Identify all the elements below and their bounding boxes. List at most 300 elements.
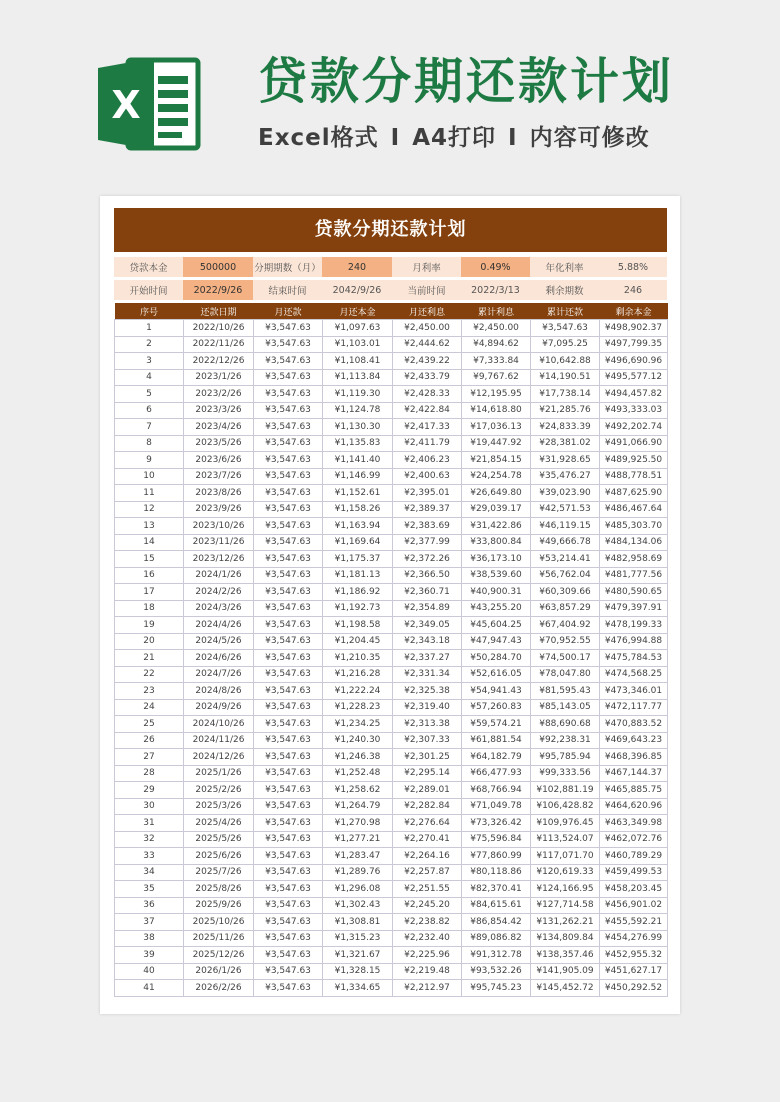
table-cell[interactable]: ¥70,952.55: [531, 633, 600, 650]
table-cell[interactable]: ¥3,547.63: [254, 518, 323, 535]
table-cell[interactable]: 18: [115, 600, 184, 617]
table-cell[interactable]: ¥3,547.63: [254, 584, 323, 601]
table-cell[interactable]: ¥3,547.63: [254, 320, 323, 337]
table-cell[interactable]: 2024/2/26: [184, 584, 254, 601]
table-cell[interactable]: ¥59,574.21: [462, 716, 531, 733]
table-cell[interactable]: ¥50,284.70: [462, 650, 531, 667]
table-cell[interactable]: ¥474,568.25: [600, 666, 668, 683]
table-cell[interactable]: ¥488,778.51: [600, 468, 668, 485]
table-cell[interactable]: 11: [115, 485, 184, 502]
table-cell[interactable]: 16: [115, 567, 184, 584]
table-cell[interactable]: 41: [115, 980, 184, 997]
table-cell[interactable]: ¥57,260.83: [462, 699, 531, 716]
table-cell[interactable]: ¥113,524.07: [531, 831, 600, 848]
table-cell[interactable]: ¥24,833.39: [531, 419, 600, 436]
table-cell[interactable]: ¥1,141.40: [323, 452, 393, 469]
table-cell[interactable]: ¥3,547.63: [254, 419, 323, 436]
table-cell[interactable]: ¥3,547.63: [254, 815, 323, 832]
table-cell[interactable]: ¥485,303.70: [600, 518, 668, 535]
table-cell[interactable]: ¥28,381.02: [531, 435, 600, 452]
table-cell[interactable]: ¥1,175.37: [323, 551, 393, 568]
table-cell[interactable]: 40: [115, 963, 184, 980]
table-cell[interactable]: ¥64,182.79: [462, 749, 531, 766]
table-cell[interactable]: ¥3,547.63: [254, 633, 323, 650]
table-cell[interactable]: ¥2,238.82: [393, 914, 462, 931]
table-cell[interactable]: ¥91,312.78: [462, 947, 531, 964]
table-cell[interactable]: ¥3,547.63: [254, 930, 323, 947]
table-cell[interactable]: ¥1,097.63: [323, 320, 393, 337]
table-cell[interactable]: ¥14,618.80: [462, 402, 531, 419]
table-cell[interactable]: 2024/7/26: [184, 666, 254, 683]
table-cell[interactable]: 25: [115, 716, 184, 733]
table-cell[interactable]: ¥3,547.63: [254, 435, 323, 452]
table-cell[interactable]: ¥82,370.41: [462, 881, 531, 898]
table-cell[interactable]: ¥2,232.40: [393, 930, 462, 947]
table-cell[interactable]: 19: [115, 617, 184, 634]
table-cell[interactable]: 2024/6/26: [184, 650, 254, 667]
table-cell[interactable]: ¥2,313.38: [393, 716, 462, 733]
table-cell[interactable]: ¥2,366.50: [393, 567, 462, 584]
table-cell[interactable]: ¥1,277.21: [323, 831, 393, 848]
table-cell[interactable]: ¥464,620.96: [600, 798, 668, 815]
table-cell[interactable]: ¥1,130.30: [323, 419, 393, 436]
table-cell[interactable]: ¥462,072.76: [600, 831, 668, 848]
table-cell[interactable]: ¥3,547.63: [254, 897, 323, 914]
table-cell[interactable]: ¥2,395.01: [393, 485, 462, 502]
table-cell[interactable]: ¥102,881.19: [531, 782, 600, 799]
table-cell[interactable]: ¥475,784.53: [600, 650, 668, 667]
table-cell[interactable]: ¥1,308.81: [323, 914, 393, 931]
table-cell[interactable]: ¥1,152.61: [323, 485, 393, 502]
table-cell[interactable]: 2024/12/26: [184, 749, 254, 766]
table-cell[interactable]: 2022/12/26: [184, 353, 254, 370]
table-cell[interactable]: ¥54,941.43: [462, 683, 531, 700]
summary-value[interactable]: 0.49%: [461, 255, 530, 279]
table-cell[interactable]: ¥29,039.17: [462, 501, 531, 518]
table-cell[interactable]: ¥3,547.63: [254, 468, 323, 485]
summary-value[interactable]: 2022/3/13: [461, 279, 530, 302]
table-cell[interactable]: ¥81,595.43: [531, 683, 600, 700]
table-cell[interactable]: ¥487,625.90: [600, 485, 668, 502]
table-cell[interactable]: ¥469,643.23: [600, 732, 668, 749]
table-cell[interactable]: ¥26,649.80: [462, 485, 531, 502]
table-cell[interactable]: ¥472,117.77: [600, 699, 668, 716]
table-cell[interactable]: ¥3,547.63: [254, 617, 323, 634]
table-cell[interactable]: 2024/3/26: [184, 600, 254, 617]
table-cell[interactable]: 31: [115, 815, 184, 832]
table-cell[interactable]: ¥1,321.67: [323, 947, 393, 964]
table-cell[interactable]: ¥145,452.72: [531, 980, 600, 997]
table-cell[interactable]: ¥2,400.63: [393, 468, 462, 485]
table-cell[interactable]: 13: [115, 518, 184, 535]
table-cell[interactable]: ¥479,397.91: [600, 600, 668, 617]
table-cell[interactable]: 2025/2/26: [184, 782, 254, 799]
table-cell[interactable]: ¥31,422.86: [462, 518, 531, 535]
table-cell[interactable]: ¥21,854.15: [462, 452, 531, 469]
table-cell[interactable]: ¥481,777.56: [600, 567, 668, 584]
table-cell[interactable]: 2023/10/26: [184, 518, 254, 535]
table-cell[interactable]: ¥3,547.63: [254, 683, 323, 700]
table-cell[interactable]: ¥1,198.58: [323, 617, 393, 634]
table-cell[interactable]: ¥36,173.10: [462, 551, 531, 568]
table-cell[interactable]: ¥1,264.79: [323, 798, 393, 815]
table-cell[interactable]: ¥2,319.40: [393, 699, 462, 716]
table-cell[interactable]: 33: [115, 848, 184, 865]
table-cell[interactable]: 17: [115, 584, 184, 601]
table-cell[interactable]: ¥3,547.63: [254, 485, 323, 502]
table-cell[interactable]: 4: [115, 369, 184, 386]
table-cell[interactable]: ¥56,762.04: [531, 567, 600, 584]
table-cell[interactable]: ¥2,444.62: [393, 336, 462, 353]
table-cell[interactable]: ¥3,547.63: [254, 369, 323, 386]
table-cell[interactable]: 6: [115, 402, 184, 419]
table-cell[interactable]: ¥456,901.02: [600, 897, 668, 914]
table-cell[interactable]: ¥74,500.17: [531, 650, 600, 667]
table-cell[interactable]: ¥458,203.45: [600, 881, 668, 898]
table-cell[interactable]: ¥7,333.84: [462, 353, 531, 370]
table-cell[interactable]: 15: [115, 551, 184, 568]
table-cell[interactable]: ¥1,119.30: [323, 386, 393, 403]
table-cell[interactable]: ¥52,616.05: [462, 666, 531, 683]
table-cell[interactable]: 10: [115, 468, 184, 485]
table-cell[interactable]: 2023/3/26: [184, 402, 254, 419]
table-cell[interactable]: ¥2,331.34: [393, 666, 462, 683]
table-cell[interactable]: ¥99,333.56: [531, 765, 600, 782]
table-cell[interactable]: ¥31,928.65: [531, 452, 600, 469]
table-cell[interactable]: ¥1,163.94: [323, 518, 393, 535]
table-cell[interactable]: ¥2,389.37: [393, 501, 462, 518]
table-cell[interactable]: ¥42,571.53: [531, 501, 600, 518]
table-cell[interactable]: ¥2,349.05: [393, 617, 462, 634]
table-cell[interactable]: 5: [115, 386, 184, 403]
table-cell[interactable]: ¥3,547.63: [254, 353, 323, 370]
table-cell[interactable]: 2022/10/26: [184, 320, 254, 337]
table-cell[interactable]: ¥491,066.90: [600, 435, 668, 452]
table-cell[interactable]: ¥3,547.63: [254, 864, 323, 881]
table-cell[interactable]: ¥3,547.63: [254, 402, 323, 419]
table-cell[interactable]: ¥85,143.05: [531, 699, 600, 716]
table-cell[interactable]: ¥2,360.71: [393, 584, 462, 601]
table-cell[interactable]: ¥1,270.98: [323, 815, 393, 832]
table-cell[interactable]: ¥141,905.09: [531, 963, 600, 980]
table-cell[interactable]: ¥3,547.63: [254, 798, 323, 815]
table-cell[interactable]: ¥47,947.43: [462, 633, 531, 650]
table-cell[interactable]: ¥3,547.63: [254, 782, 323, 799]
table-cell[interactable]: ¥484,134.06: [600, 534, 668, 551]
table-cell[interactable]: ¥468,396.85: [600, 749, 668, 766]
table-cell[interactable]: ¥489,925.50: [600, 452, 668, 469]
table-cell[interactable]: ¥2,383.69: [393, 518, 462, 535]
table-cell[interactable]: ¥493,333.03: [600, 402, 668, 419]
table-cell[interactable]: ¥2,406.23: [393, 452, 462, 469]
table-cell[interactable]: ¥3,547.63: [254, 963, 323, 980]
table-cell[interactable]: 2023/7/26: [184, 468, 254, 485]
table-cell[interactable]: ¥80,118.86: [462, 864, 531, 881]
table-cell[interactable]: ¥24,254.78: [462, 468, 531, 485]
table-cell[interactable]: ¥1,158.26: [323, 501, 393, 518]
table-cell[interactable]: 2025/9/26: [184, 897, 254, 914]
table-cell[interactable]: ¥478,199.33: [600, 617, 668, 634]
table-cell[interactable]: 2024/11/26: [184, 732, 254, 749]
table-cell[interactable]: ¥71,049.78: [462, 798, 531, 815]
table-cell[interactable]: ¥1,240.30: [323, 732, 393, 749]
table-cell[interactable]: 2023/2/26: [184, 386, 254, 403]
table-cell[interactable]: ¥3,547.63: [254, 336, 323, 353]
table-cell[interactable]: 2024/4/26: [184, 617, 254, 634]
table-cell[interactable]: ¥450,292.52: [600, 980, 668, 997]
table-cell[interactable]: ¥2,282.84: [393, 798, 462, 815]
table-cell[interactable]: ¥45,604.25: [462, 617, 531, 634]
table-cell[interactable]: ¥476,994.88: [600, 633, 668, 650]
table-cell[interactable]: ¥61,881.54: [462, 732, 531, 749]
table-cell[interactable]: ¥60,309.66: [531, 584, 600, 601]
table-cell[interactable]: ¥124,166.95: [531, 881, 600, 898]
table-cell[interactable]: ¥2,245.20: [393, 897, 462, 914]
table-cell[interactable]: ¥39,023.90: [531, 485, 600, 502]
table-cell[interactable]: ¥68,766.94: [462, 782, 531, 799]
table-cell[interactable]: ¥2,337.27: [393, 650, 462, 667]
table-cell[interactable]: ¥2,295.14: [393, 765, 462, 782]
table-cell[interactable]: 2: [115, 336, 184, 353]
table-cell[interactable]: ¥63,857.29: [531, 600, 600, 617]
table-cell[interactable]: ¥1,222.24: [323, 683, 393, 700]
table-cell[interactable]: ¥1,169.64: [323, 534, 393, 551]
table-cell[interactable]: 2025/11/26: [184, 930, 254, 947]
table-cell[interactable]: ¥77,860.99: [462, 848, 531, 865]
table-cell[interactable]: ¥1,296.08: [323, 881, 393, 898]
table-cell[interactable]: 36: [115, 897, 184, 914]
table-cell[interactable]: ¥497,799.35: [600, 336, 668, 353]
table-cell[interactable]: ¥1,135.83: [323, 435, 393, 452]
table-cell[interactable]: ¥2,325.38: [393, 683, 462, 700]
table-cell[interactable]: ¥1,146.99: [323, 468, 393, 485]
table-cell[interactable]: 2022/11/26: [184, 336, 254, 353]
table-cell[interactable]: ¥92,238.31: [531, 732, 600, 749]
table-cell[interactable]: ¥95,785.94: [531, 749, 600, 766]
table-cell[interactable]: ¥17,738.14: [531, 386, 600, 403]
table-cell[interactable]: ¥43,255.20: [462, 600, 531, 617]
table-cell[interactable]: ¥3,547.63: [254, 534, 323, 551]
table-cell[interactable]: ¥2,270.41: [393, 831, 462, 848]
table-cell[interactable]: ¥455,592.21: [600, 914, 668, 931]
table-cell[interactable]: ¥3,547.63: [254, 600, 323, 617]
table-cell[interactable]: ¥459,499.53: [600, 864, 668, 881]
table-cell[interactable]: ¥3,547.63: [254, 765, 323, 782]
table-cell[interactable]: ¥3,547.63: [254, 831, 323, 848]
table-cell[interactable]: 2024/9/26: [184, 699, 254, 716]
summary-value[interactable]: 500000: [183, 255, 253, 279]
table-cell[interactable]: ¥2,225.96: [393, 947, 462, 964]
table-cell[interactable]: ¥131,262.21: [531, 914, 600, 931]
table-cell[interactable]: ¥106,428.82: [531, 798, 600, 815]
table-cell[interactable]: ¥53,214.41: [531, 551, 600, 568]
summary-value[interactable]: 2022/9/26: [183, 279, 253, 302]
table-cell[interactable]: 2025/12/26: [184, 947, 254, 964]
table-cell[interactable]: ¥1,234.25: [323, 716, 393, 733]
table-cell[interactable]: ¥1,113.84: [323, 369, 393, 386]
table-cell[interactable]: 2023/4/26: [184, 419, 254, 436]
table-cell[interactable]: ¥1,302.43: [323, 897, 393, 914]
table-cell[interactable]: ¥2,251.55: [393, 881, 462, 898]
table-cell[interactable]: ¥2,377.99: [393, 534, 462, 551]
table-cell[interactable]: 20: [115, 633, 184, 650]
table-cell[interactable]: 2025/8/26: [184, 881, 254, 898]
table-cell[interactable]: 2023/12/26: [184, 551, 254, 568]
table-cell[interactable]: ¥2,411.79: [393, 435, 462, 452]
table-cell[interactable]: ¥35,476.27: [531, 468, 600, 485]
table-cell[interactable]: 2025/10/26: [184, 914, 254, 931]
table-cell[interactable]: ¥465,885.75: [600, 782, 668, 799]
table-cell[interactable]: 2025/1/26: [184, 765, 254, 782]
table-cell[interactable]: ¥2,428.33: [393, 386, 462, 403]
table-cell[interactable]: ¥2,417.33: [393, 419, 462, 436]
table-cell[interactable]: 32: [115, 831, 184, 848]
table-cell[interactable]: ¥14,190.51: [531, 369, 600, 386]
table-cell[interactable]: 23: [115, 683, 184, 700]
table-cell[interactable]: ¥1,124.78: [323, 402, 393, 419]
table-cell[interactable]: 9: [115, 452, 184, 469]
table-cell[interactable]: ¥1,186.92: [323, 584, 393, 601]
table-cell[interactable]: 2023/11/26: [184, 534, 254, 551]
table-cell[interactable]: 2025/7/26: [184, 864, 254, 881]
table-cell[interactable]: ¥473,346.01: [600, 683, 668, 700]
table-cell[interactable]: 24: [115, 699, 184, 716]
summary-value[interactable]: 2042/9/26: [322, 279, 392, 302]
table-cell[interactable]: ¥17,036.13: [462, 419, 531, 436]
table-cell[interactable]: ¥2,343.18: [393, 633, 462, 650]
table-cell[interactable]: ¥1,192.73: [323, 600, 393, 617]
summary-value[interactable]: 5.88%: [599, 255, 667, 279]
table-cell[interactable]: 26: [115, 732, 184, 749]
table-cell[interactable]: ¥3,547.63: [531, 320, 600, 337]
table-cell[interactable]: ¥480,590.65: [600, 584, 668, 601]
table-cell[interactable]: 2026/1/26: [184, 963, 254, 980]
table-cell[interactable]: ¥89,086.82: [462, 930, 531, 947]
table-cell[interactable]: 2024/5/26: [184, 633, 254, 650]
table-cell[interactable]: 27: [115, 749, 184, 766]
summary-value[interactable]: 240: [322, 255, 392, 279]
table-cell[interactable]: ¥3,547.63: [254, 749, 323, 766]
table-cell[interactable]: 3: [115, 353, 184, 370]
table-cell[interactable]: ¥3,547.63: [254, 848, 323, 865]
table-cell[interactable]: ¥38,539.60: [462, 567, 531, 584]
table-cell[interactable]: ¥482,958.69: [600, 551, 668, 568]
summary-value[interactable]: 246: [599, 279, 667, 302]
table-cell[interactable]: 2023/6/26: [184, 452, 254, 469]
table-cell[interactable]: ¥1,216.28: [323, 666, 393, 683]
table-cell[interactable]: ¥2,276.64: [393, 815, 462, 832]
table-cell[interactable]: 2025/6/26: [184, 848, 254, 865]
table-cell[interactable]: 2024/8/26: [184, 683, 254, 700]
table-cell[interactable]: ¥3,547.63: [254, 666, 323, 683]
table-cell[interactable]: ¥33,800.84: [462, 534, 531, 551]
table-cell[interactable]: ¥2,289.01: [393, 782, 462, 799]
table-cell[interactable]: 1: [115, 320, 184, 337]
table-cell[interactable]: ¥492,202.74: [600, 419, 668, 436]
table-cell[interactable]: ¥3,547.63: [254, 716, 323, 733]
table-cell[interactable]: ¥3,547.63: [254, 386, 323, 403]
table-cell[interactable]: ¥127,714.58: [531, 897, 600, 914]
table-cell[interactable]: ¥460,789.29: [600, 848, 668, 865]
table-cell[interactable]: ¥78,047.80: [531, 666, 600, 683]
table-cell[interactable]: 2023/9/26: [184, 501, 254, 518]
table-cell[interactable]: ¥1,258.62: [323, 782, 393, 799]
table-cell[interactable]: ¥75,596.84: [462, 831, 531, 848]
table-cell[interactable]: ¥2,212.97: [393, 980, 462, 997]
table-cell[interactable]: ¥1,328.15: [323, 963, 393, 980]
table-cell[interactable]: 2025/4/26: [184, 815, 254, 832]
table-cell[interactable]: 2023/8/26: [184, 485, 254, 502]
table-cell[interactable]: ¥84,615.61: [462, 897, 531, 914]
table-cell[interactable]: ¥1,210.35: [323, 650, 393, 667]
table-cell[interactable]: 21: [115, 650, 184, 667]
table-cell[interactable]: ¥1,246.38: [323, 749, 393, 766]
table-cell[interactable]: ¥3,547.63: [254, 914, 323, 931]
table-cell[interactable]: ¥1,315.23: [323, 930, 393, 947]
table-cell[interactable]: 2026/2/26: [184, 980, 254, 997]
table-cell[interactable]: 35: [115, 881, 184, 898]
table-cell[interactable]: ¥1,103.01: [323, 336, 393, 353]
table-cell[interactable]: 39: [115, 947, 184, 964]
table-cell[interactable]: ¥4,894.62: [462, 336, 531, 353]
table-cell[interactable]: 37: [115, 914, 184, 931]
table-cell[interactable]: ¥49,666.78: [531, 534, 600, 551]
table-cell[interactable]: ¥2,439.22: [393, 353, 462, 370]
table-cell[interactable]: ¥120,619.33: [531, 864, 600, 881]
table-cell[interactable]: ¥3,547.63: [254, 732, 323, 749]
table-cell[interactable]: ¥73,326.42: [462, 815, 531, 832]
table-cell[interactable]: ¥19,447.92: [462, 435, 531, 452]
table-cell[interactable]: ¥1,252.48: [323, 765, 393, 782]
table-cell[interactable]: ¥86,854.42: [462, 914, 531, 931]
table-cell[interactable]: 2024/10/26: [184, 716, 254, 733]
table-cell[interactable]: ¥2,264.16: [393, 848, 462, 865]
table-cell[interactable]: ¥494,457.82: [600, 386, 668, 403]
table-cell[interactable]: 2025/3/26: [184, 798, 254, 815]
table-cell[interactable]: ¥1,108.41: [323, 353, 393, 370]
table-cell[interactable]: ¥496,690.96: [600, 353, 668, 370]
table-cell[interactable]: ¥7,095.25: [531, 336, 600, 353]
table-cell[interactable]: ¥2,257.87: [393, 864, 462, 881]
table-cell[interactable]: ¥3,547.63: [254, 881, 323, 898]
table-cell[interactable]: ¥2,450.00: [393, 320, 462, 337]
table-cell[interactable]: ¥40,900.31: [462, 584, 531, 601]
table-cell[interactable]: ¥3,547.63: [254, 452, 323, 469]
table-cell[interactable]: 8: [115, 435, 184, 452]
table-cell[interactable]: 12: [115, 501, 184, 518]
table-cell[interactable]: ¥1,289.76: [323, 864, 393, 881]
table-cell[interactable]: ¥498,902.37: [600, 320, 668, 337]
table-cell[interactable]: ¥2,219.48: [393, 963, 462, 980]
table-cell[interactable]: 2023/5/26: [184, 435, 254, 452]
table-cell[interactable]: ¥495,577.12: [600, 369, 668, 386]
table-cell[interactable]: ¥12,195.95: [462, 386, 531, 403]
table-cell[interactable]: 34: [115, 864, 184, 881]
table-cell[interactable]: ¥467,144.37: [600, 765, 668, 782]
table-cell[interactable]: ¥93,532.26: [462, 963, 531, 980]
table-cell[interactable]: ¥21,285.76: [531, 402, 600, 419]
table-cell[interactable]: 2023/1/26: [184, 369, 254, 386]
table-cell[interactable]: ¥451,627.17: [600, 963, 668, 980]
table-cell[interactable]: ¥1,283.47: [323, 848, 393, 865]
table-cell[interactable]: 2025/5/26: [184, 831, 254, 848]
table-cell[interactable]: ¥2,372.26: [393, 551, 462, 568]
table-cell[interactable]: 2024/1/26: [184, 567, 254, 584]
table-cell[interactable]: 22: [115, 666, 184, 683]
table-cell[interactable]: ¥2,307.33: [393, 732, 462, 749]
table-cell[interactable]: ¥3,547.63: [254, 699, 323, 716]
table-cell[interactable]: ¥2,354.89: [393, 600, 462, 617]
